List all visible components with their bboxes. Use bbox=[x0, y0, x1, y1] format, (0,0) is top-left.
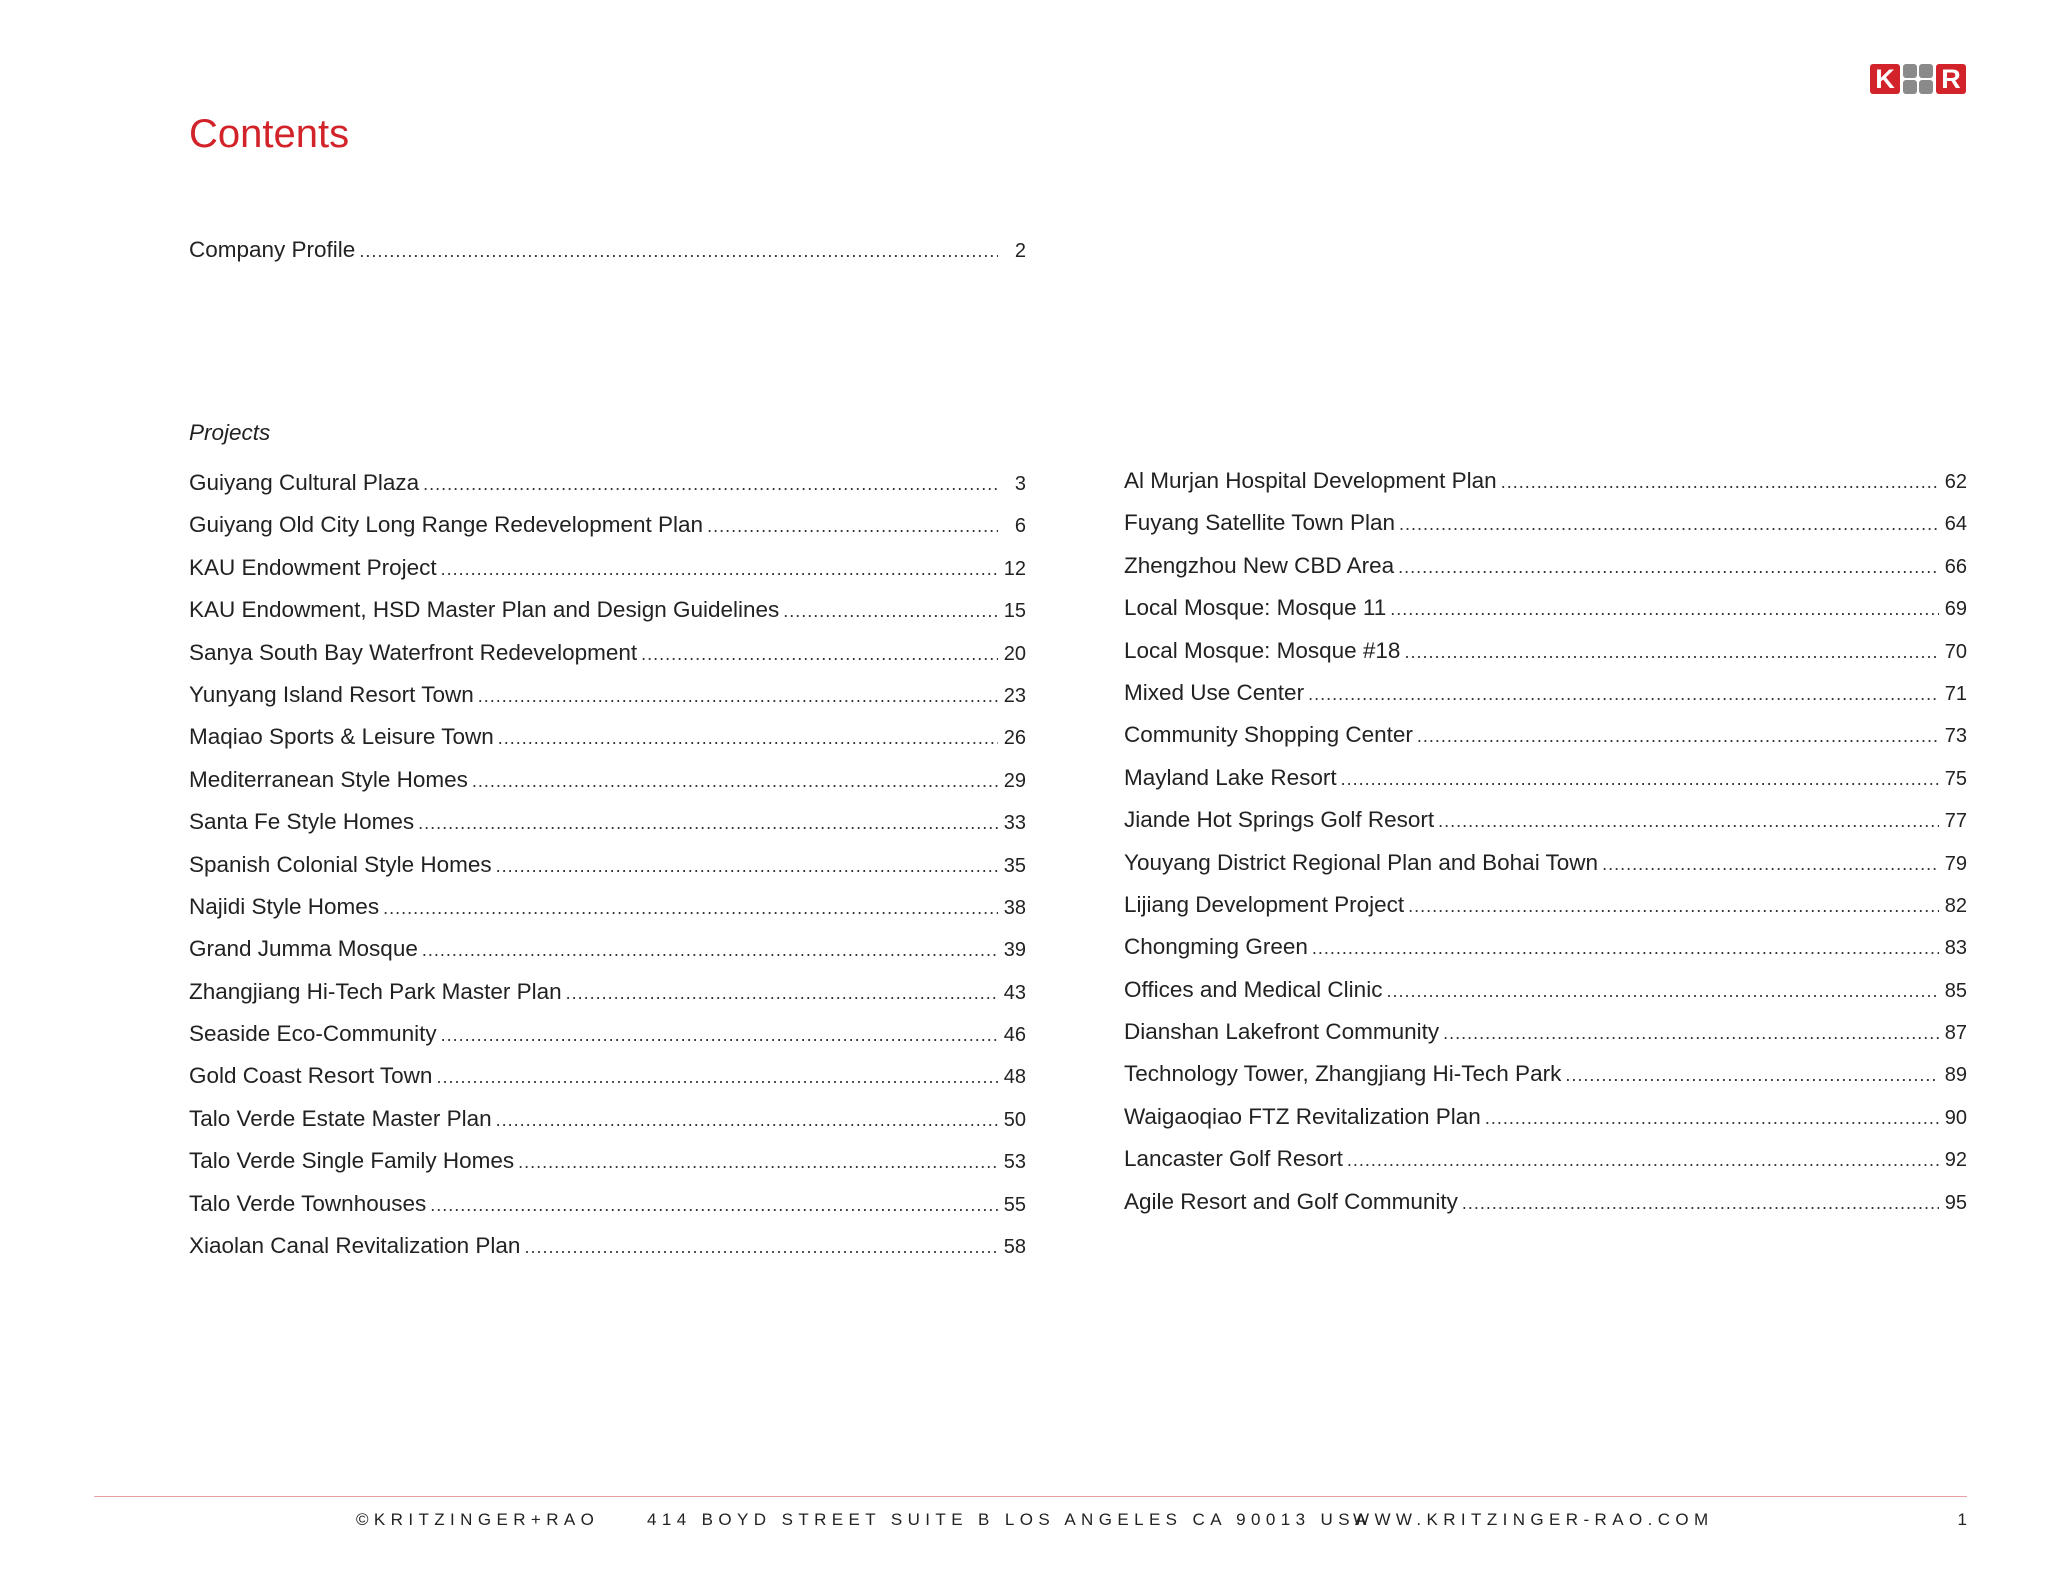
toc-entry-label: Spanish Colonial Style Homes bbox=[189, 851, 492, 877]
toc-entry[interactable] bbox=[189, 462, 1026, 504]
toc-entry-label: Talo Verde Estate Master Plan bbox=[189, 1105, 492, 1131]
toc-entry-page: 92 bbox=[1944, 1149, 1967, 1172]
toc-entry-page: 55 bbox=[1003, 1193, 1026, 1216]
footer-copyright: ©KRITZINGER+RAO bbox=[356, 1510, 600, 1529]
toc-entry-page: 66 bbox=[1944, 555, 1967, 578]
toc-entry-label: Lijiang Development Project bbox=[1124, 891, 1405, 917]
toc-entry[interactable] bbox=[189, 547, 1026, 589]
toc-dot-leader bbox=[1602, 843, 1939, 885]
toc-dot-leader bbox=[436, 1056, 998, 1098]
toc-entry[interactable] bbox=[189, 886, 1026, 928]
toc-entry[interactable] bbox=[189, 1183, 1026, 1225]
toc-entry[interactable] bbox=[1124, 842, 1967, 884]
page-footer bbox=[94, 1505, 1967, 1535]
toc-entry-page: 46 bbox=[1003, 1024, 1026, 1047]
toc-dot-leader bbox=[441, 1014, 998, 1056]
toc-entry-page: 70 bbox=[1944, 640, 1967, 663]
toc-entry-label: Mayland Lake Resort bbox=[1124, 764, 1337, 790]
toc-dot-leader bbox=[1408, 885, 1939, 927]
footer-divider bbox=[94, 1496, 1967, 1497]
toc-entry[interactable] bbox=[189, 759, 1026, 801]
toc-dot-leader bbox=[1485, 1097, 1939, 1139]
toc-entry-page: 50 bbox=[1003, 1108, 1026, 1131]
toc-dot-leader bbox=[383, 887, 998, 929]
toc-entry-page: 87 bbox=[1944, 1022, 1967, 1045]
projects-list-right bbox=[1124, 460, 1967, 1223]
toc-dot-leader bbox=[1347, 1139, 1939, 1181]
toc-entry[interactable] bbox=[1124, 1181, 1967, 1223]
toc-entry-label: Gold Coast Resort Town bbox=[189, 1063, 433, 1089]
toc-entry-label: Najidi Style Homes bbox=[189, 893, 380, 919]
toc-entry-label: Community Shopping Center bbox=[1124, 722, 1413, 748]
toc-entry-label: Xiaolan Canal Revitalization Plan bbox=[189, 1233, 521, 1259]
toc-entry-page: 85 bbox=[1944, 979, 1967, 1002]
projects-heading: Projects bbox=[189, 420, 271, 445]
toc-dot-leader bbox=[1308, 673, 1939, 715]
toc-entry[interactable] bbox=[189, 632, 1026, 674]
toc-entry[interactable] bbox=[1124, 926, 1967, 968]
toc-entry-label: Jiande Hot Springs Golf Resort bbox=[1124, 807, 1435, 833]
toc-entry-page: 3 bbox=[1014, 473, 1026, 495]
toc-dot-leader bbox=[478, 675, 998, 717]
toc-entry-page: 39 bbox=[1003, 939, 1026, 962]
toc-dot-leader bbox=[1341, 758, 1939, 800]
toc-entry[interactable] bbox=[189, 801, 1026, 843]
toc-entry[interactable] bbox=[1124, 672, 1967, 714]
toc-dot-leader bbox=[1312, 927, 1939, 969]
toc-entry-page: 35 bbox=[1003, 854, 1026, 877]
toc-dot-leader bbox=[423, 463, 998, 505]
toc-dot-leader bbox=[1386, 970, 1939, 1012]
toc-entry-page: 43 bbox=[1003, 981, 1026, 1004]
toc-entry[interactable] bbox=[189, 928, 1026, 970]
footer-website-link[interactable]: WWW.KRITZINGER-RAO.COM bbox=[1353, 1510, 1714, 1529]
toc-entry[interactable] bbox=[189, 1140, 1026, 1182]
toc-entry[interactable] bbox=[189, 1013, 1026, 1055]
toc-entry-page: 73 bbox=[1944, 725, 1967, 748]
toc-entry-page: 12 bbox=[1003, 557, 1026, 580]
toc-entry[interactable] bbox=[1124, 1138, 1967, 1180]
toc-dot-leader bbox=[1399, 503, 1939, 545]
toc-dot-leader bbox=[1398, 546, 1939, 588]
toc-entry-page: 71 bbox=[1944, 682, 1967, 705]
toc-entry[interactable] bbox=[1124, 545, 1967, 587]
toc-dot-leader bbox=[641, 633, 998, 675]
toc-entry-label: Grand Jumma Mosque bbox=[189, 936, 418, 962]
toc-entry-label: Maqiao Sports & Leisure Town bbox=[189, 724, 494, 750]
toc-dot-leader bbox=[1501, 461, 1939, 503]
toc-entry-page: 90 bbox=[1944, 1106, 1967, 1129]
toc-entry[interactable] bbox=[189, 674, 1026, 716]
toc-entry-page: 38 bbox=[1003, 896, 1026, 919]
toc-entry-label: Offices and Medical Clinic bbox=[1124, 976, 1383, 1002]
toc-entry-page: 48 bbox=[1003, 1066, 1026, 1089]
toc-dot-leader bbox=[430, 1184, 998, 1226]
toc-dot-leader bbox=[524, 1226, 998, 1268]
toc-entry-page: 64 bbox=[1944, 513, 1967, 536]
toc-entry-label: Al Murjan Hospital Development Plan bbox=[1124, 468, 1497, 493]
toc-entry-label: Guiyang Old City Long Range Redevelopment Plan bbox=[189, 512, 704, 538]
toc-entry-label: Agile Resort and Golf Community bbox=[1124, 1188, 1458, 1214]
toc-dot-leader bbox=[1443, 1012, 1939, 1054]
toc-dot-leader bbox=[1565, 1054, 1939, 1096]
toc-dot-leader bbox=[418, 802, 998, 844]
toc-dot-leader bbox=[1438, 800, 1939, 842]
toc-entry-page: 2 bbox=[1014, 240, 1026, 262]
toc-entry-label: Santa Fe Style Homes bbox=[189, 809, 415, 835]
toc-entry-label: Zhengzhou New CBD Area bbox=[1124, 552, 1395, 578]
toc-entry-label: Dianshan Lakefront Community bbox=[1124, 1019, 1440, 1045]
toc-entry[interactable] bbox=[1124, 799, 1967, 841]
toc-entry[interactable] bbox=[189, 229, 1026, 271]
toc-entry[interactable] bbox=[1124, 969, 1967, 1011]
toc-entry-label: Yunyang Island Resort Town bbox=[189, 681, 474, 707]
toc-entry[interactable] bbox=[189, 1098, 1026, 1140]
logo-dots-icon bbox=[1903, 64, 1933, 94]
toc-entry[interactable] bbox=[189, 589, 1026, 631]
toc-dot-leader bbox=[496, 845, 998, 887]
toc-dot-leader bbox=[518, 1141, 998, 1183]
toc-entry-page: 77 bbox=[1944, 810, 1967, 833]
toc-entry[interactable] bbox=[189, 504, 1026, 546]
toc-dot-leader bbox=[441, 548, 998, 590]
toc-entry-label: Seaside Eco-Community bbox=[189, 1021, 437, 1047]
toc-entry-page: 53 bbox=[1003, 1151, 1026, 1174]
toc-entry-label: Zhangjiang Hi-Tech Park Master Plan bbox=[189, 978, 562, 1004]
toc-entry-label: Local Mosque: Mosque 11 bbox=[1124, 595, 1387, 621]
toc-dot-leader bbox=[1404, 631, 1939, 673]
toc-entry-page: 58 bbox=[1003, 1236, 1026, 1259]
company-logo bbox=[1870, 64, 1966, 94]
toc-entry-page: 62 bbox=[1944, 471, 1967, 493]
toc-entry-page: 29 bbox=[1003, 769, 1026, 792]
toc-entry[interactable] bbox=[1124, 1011, 1967, 1053]
toc-entry-label: Fuyang Satellite Town Plan bbox=[1124, 510, 1395, 536]
logo-letter-k: K bbox=[1870, 64, 1900, 94]
toc-entry[interactable] bbox=[1124, 1053, 1967, 1095]
toc-entry-label: Local Mosque: Mosque #18 bbox=[1124, 637, 1401, 663]
toc-entry-page: 82 bbox=[1944, 894, 1967, 917]
toc-entry-page: 83 bbox=[1944, 937, 1967, 960]
toc-entry-page: 33 bbox=[1003, 812, 1026, 835]
toc-entry[interactable] bbox=[1124, 502, 1967, 544]
toc-entry-label: Guiyang Cultural Plaza bbox=[189, 470, 420, 495]
toc-entry[interactable] bbox=[189, 971, 1026, 1013]
toc-entry[interactable] bbox=[1124, 714, 1967, 756]
company-profile-entry bbox=[189, 229, 1026, 271]
toc-entry-page: 26 bbox=[1003, 727, 1026, 750]
toc-entry-label: Waigaoqiao FTZ Revitalization Plan bbox=[1124, 1103, 1481, 1129]
toc-entry[interactable] bbox=[1124, 587, 1967, 629]
toc-entry-label: Sanya South Bay Waterfront Redevelopment bbox=[189, 639, 638, 665]
toc-entry-label: KAU Endowment Project bbox=[189, 554, 437, 580]
toc-entry[interactable] bbox=[1124, 884, 1967, 926]
toc-entry-page: 15 bbox=[1003, 600, 1026, 623]
toc-entry[interactable] bbox=[189, 716, 1026, 758]
toc-dot-leader bbox=[1462, 1182, 1939, 1224]
toc-dot-leader bbox=[496, 1099, 998, 1141]
toc-dot-leader bbox=[422, 929, 998, 971]
toc-entry-page: 69 bbox=[1944, 598, 1967, 621]
toc-entry-label: Lancaster Golf Resort bbox=[1124, 1146, 1343, 1172]
toc-dot-leader bbox=[498, 717, 998, 759]
toc-dot-leader bbox=[707, 505, 998, 547]
projects-list-left bbox=[189, 462, 1026, 1267]
toc-dot-leader bbox=[1417, 715, 1939, 757]
toc-entry[interactable] bbox=[189, 1225, 1026, 1267]
toc-entry-page: 79 bbox=[1944, 852, 1967, 875]
toc-entry-label: Mediterranean Style Homes bbox=[189, 766, 468, 792]
toc-entry[interactable] bbox=[1124, 630, 1967, 672]
toc-dot-leader bbox=[359, 230, 998, 272]
toc-entry-label: Chongming Green bbox=[1124, 934, 1308, 960]
toc-entry-label: Mixed Use Center bbox=[1124, 679, 1305, 705]
toc-entry-page: 95 bbox=[1944, 1191, 1967, 1214]
page-title: Contents bbox=[189, 112, 350, 156]
toc-dot-leader bbox=[472, 760, 998, 802]
toc-dot-leader bbox=[566, 972, 998, 1014]
toc-entry-page: 6 bbox=[1014, 515, 1026, 538]
toc-entry[interactable] bbox=[189, 844, 1026, 886]
toc-entry-page: 20 bbox=[1003, 642, 1026, 665]
toc-entry-label: Talo Verde Single Family Homes bbox=[189, 1148, 515, 1174]
toc-dot-leader bbox=[1390, 588, 1939, 630]
toc-dot-leader bbox=[783, 590, 998, 632]
toc-entry[interactable] bbox=[1124, 460, 1967, 502]
toc-entry[interactable] bbox=[189, 1055, 1026, 1097]
footer-page-number: 1 bbox=[1957, 1510, 1967, 1529]
toc-entry-label: KAU Endowment, HSD Master Plan and Design Guidelines bbox=[189, 597, 780, 623]
toc-entry-label: Talo Verde Townhouses bbox=[189, 1190, 427, 1216]
logo-letter-r: R bbox=[1936, 64, 1966, 94]
toc-entry-label: Company Profile bbox=[189, 237, 356, 262]
toc-entry-label: Technology Tower, Zhangjiang Hi-Tech Park bbox=[1124, 1061, 1562, 1087]
toc-entry[interactable] bbox=[1124, 757, 1967, 799]
toc-entry-page: 89 bbox=[1944, 1064, 1967, 1087]
toc-entry-page: 23 bbox=[1003, 684, 1026, 707]
toc-entry-page: 75 bbox=[1944, 767, 1967, 790]
toc-entry-label: Youyang District Regional Plan and Bohai Town bbox=[1124, 849, 1599, 875]
toc-entry[interactable] bbox=[1124, 1096, 1967, 1138]
footer-address: 414 BOYD STREET SUITE B LOS ANGELES CA 90013 USA bbox=[647, 1510, 1372, 1529]
